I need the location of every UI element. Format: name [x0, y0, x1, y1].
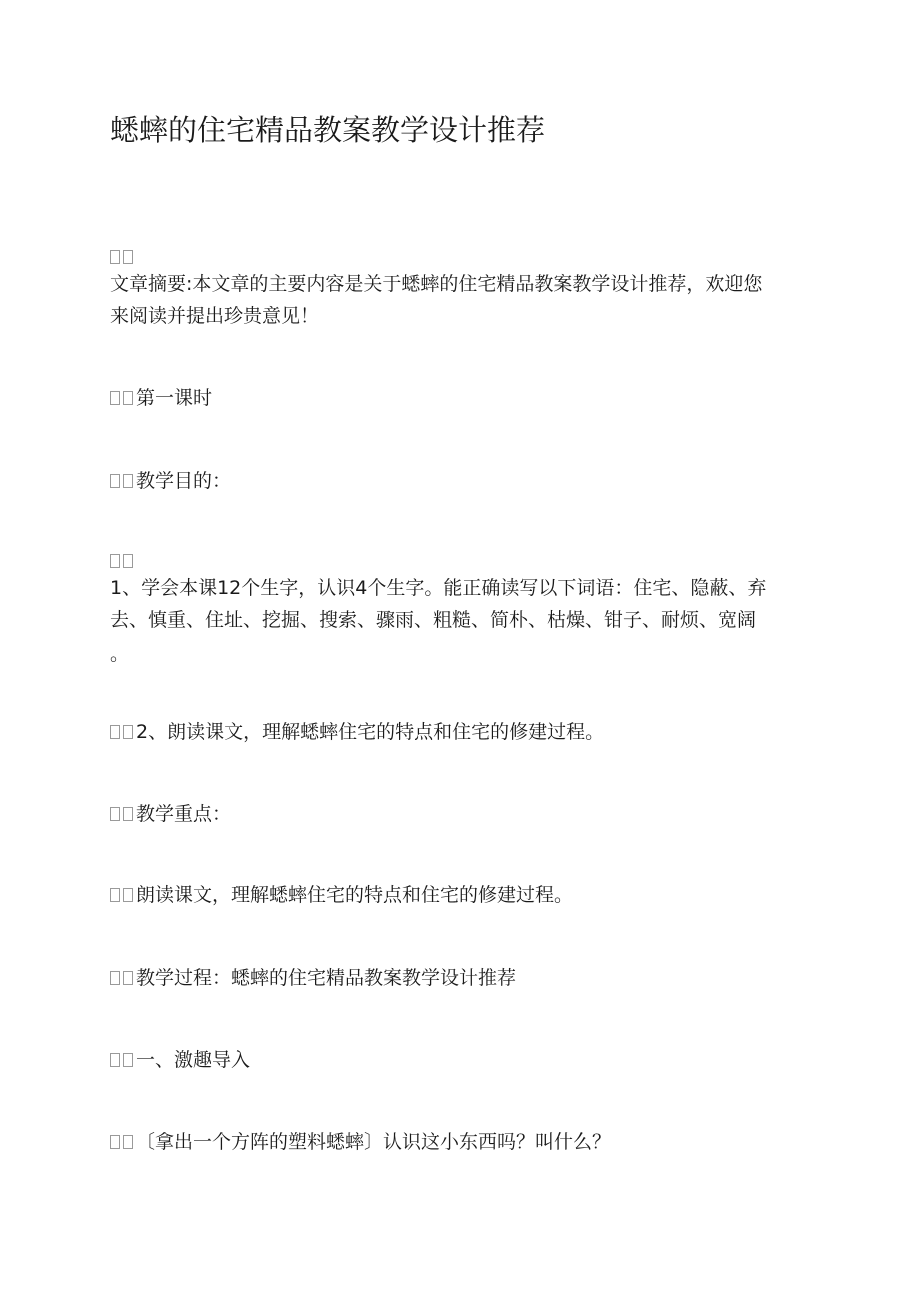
missing-glyph-icon — [110, 879, 136, 911]
missing-glyph-icon — [110, 1044, 136, 1076]
goals-heading: 教学目的： — [136, 470, 232, 492]
process-text: 教学过程：蟋蟀的住宅精品教案教学设计推荐 — [136, 967, 517, 989]
summary-line-2: 来阅读并提出珍贵意见！ — [110, 305, 320, 327]
lesson-text: 第一课时 — [136, 387, 213, 409]
process-paragraph — [110, 962, 810, 994]
focus-heading: 教学重点： — [136, 803, 232, 825]
goal1-line-3: 。 — [110, 643, 130, 665]
missing-glyph-icon — [110, 798, 136, 830]
step1-detail-text: 〔拿出一个方阵的塑料蟋蟀〕认识这小东西吗？叫什么？ — [136, 1131, 612, 1153]
step1-detail-paragraph — [110, 1126, 810, 1158]
goal1-line-2: 去、慎重、住址、挖掘、搜索、骤雨、粗糙、简朴、枯燥、钳子、耐烦、宽阔 — [110, 609, 757, 631]
goal2-paragraph — [110, 716, 810, 748]
focus-heading-paragraph — [110, 798, 810, 830]
document-title: 蟋蟀的住宅精品教案教学设计推荐 — [110, 113, 546, 147]
step1-text: 一、激趣导入 — [136, 1049, 251, 1071]
missing-glyph-icon — [110, 1126, 136, 1158]
missing-glyph-icon — [110, 382, 136, 414]
missing-glyph-icon — [110, 962, 136, 994]
missing-glyph-icon — [110, 716, 136, 748]
lesson-paragraph — [110, 382, 810, 414]
goals-heading-paragraph — [110, 465, 810, 497]
focus-text-paragraph — [110, 879, 810, 911]
summary-line-1: 文章摘要:本文章的主要内容是关于蟋蟀的住宅精品教案教学设计推荐，欢迎您 — [110, 273, 763, 295]
goal2-text: 2、朗读课文，理解蟋蟀住宅的特点和住宅的修建过程。 — [136, 721, 605, 743]
focus-text: 朗读课文，理解蟋蟀住宅的特点和住宅的修建过程。 — [136, 884, 574, 906]
goal1-line-1: 1、学会本课12个生字，认识4个生字。能正确读写以下词语：住宅、隐蔽、弃 — [110, 577, 767, 599]
missing-glyph-icon — [110, 465, 136, 497]
step1-paragraph — [110, 1044, 810, 1076]
